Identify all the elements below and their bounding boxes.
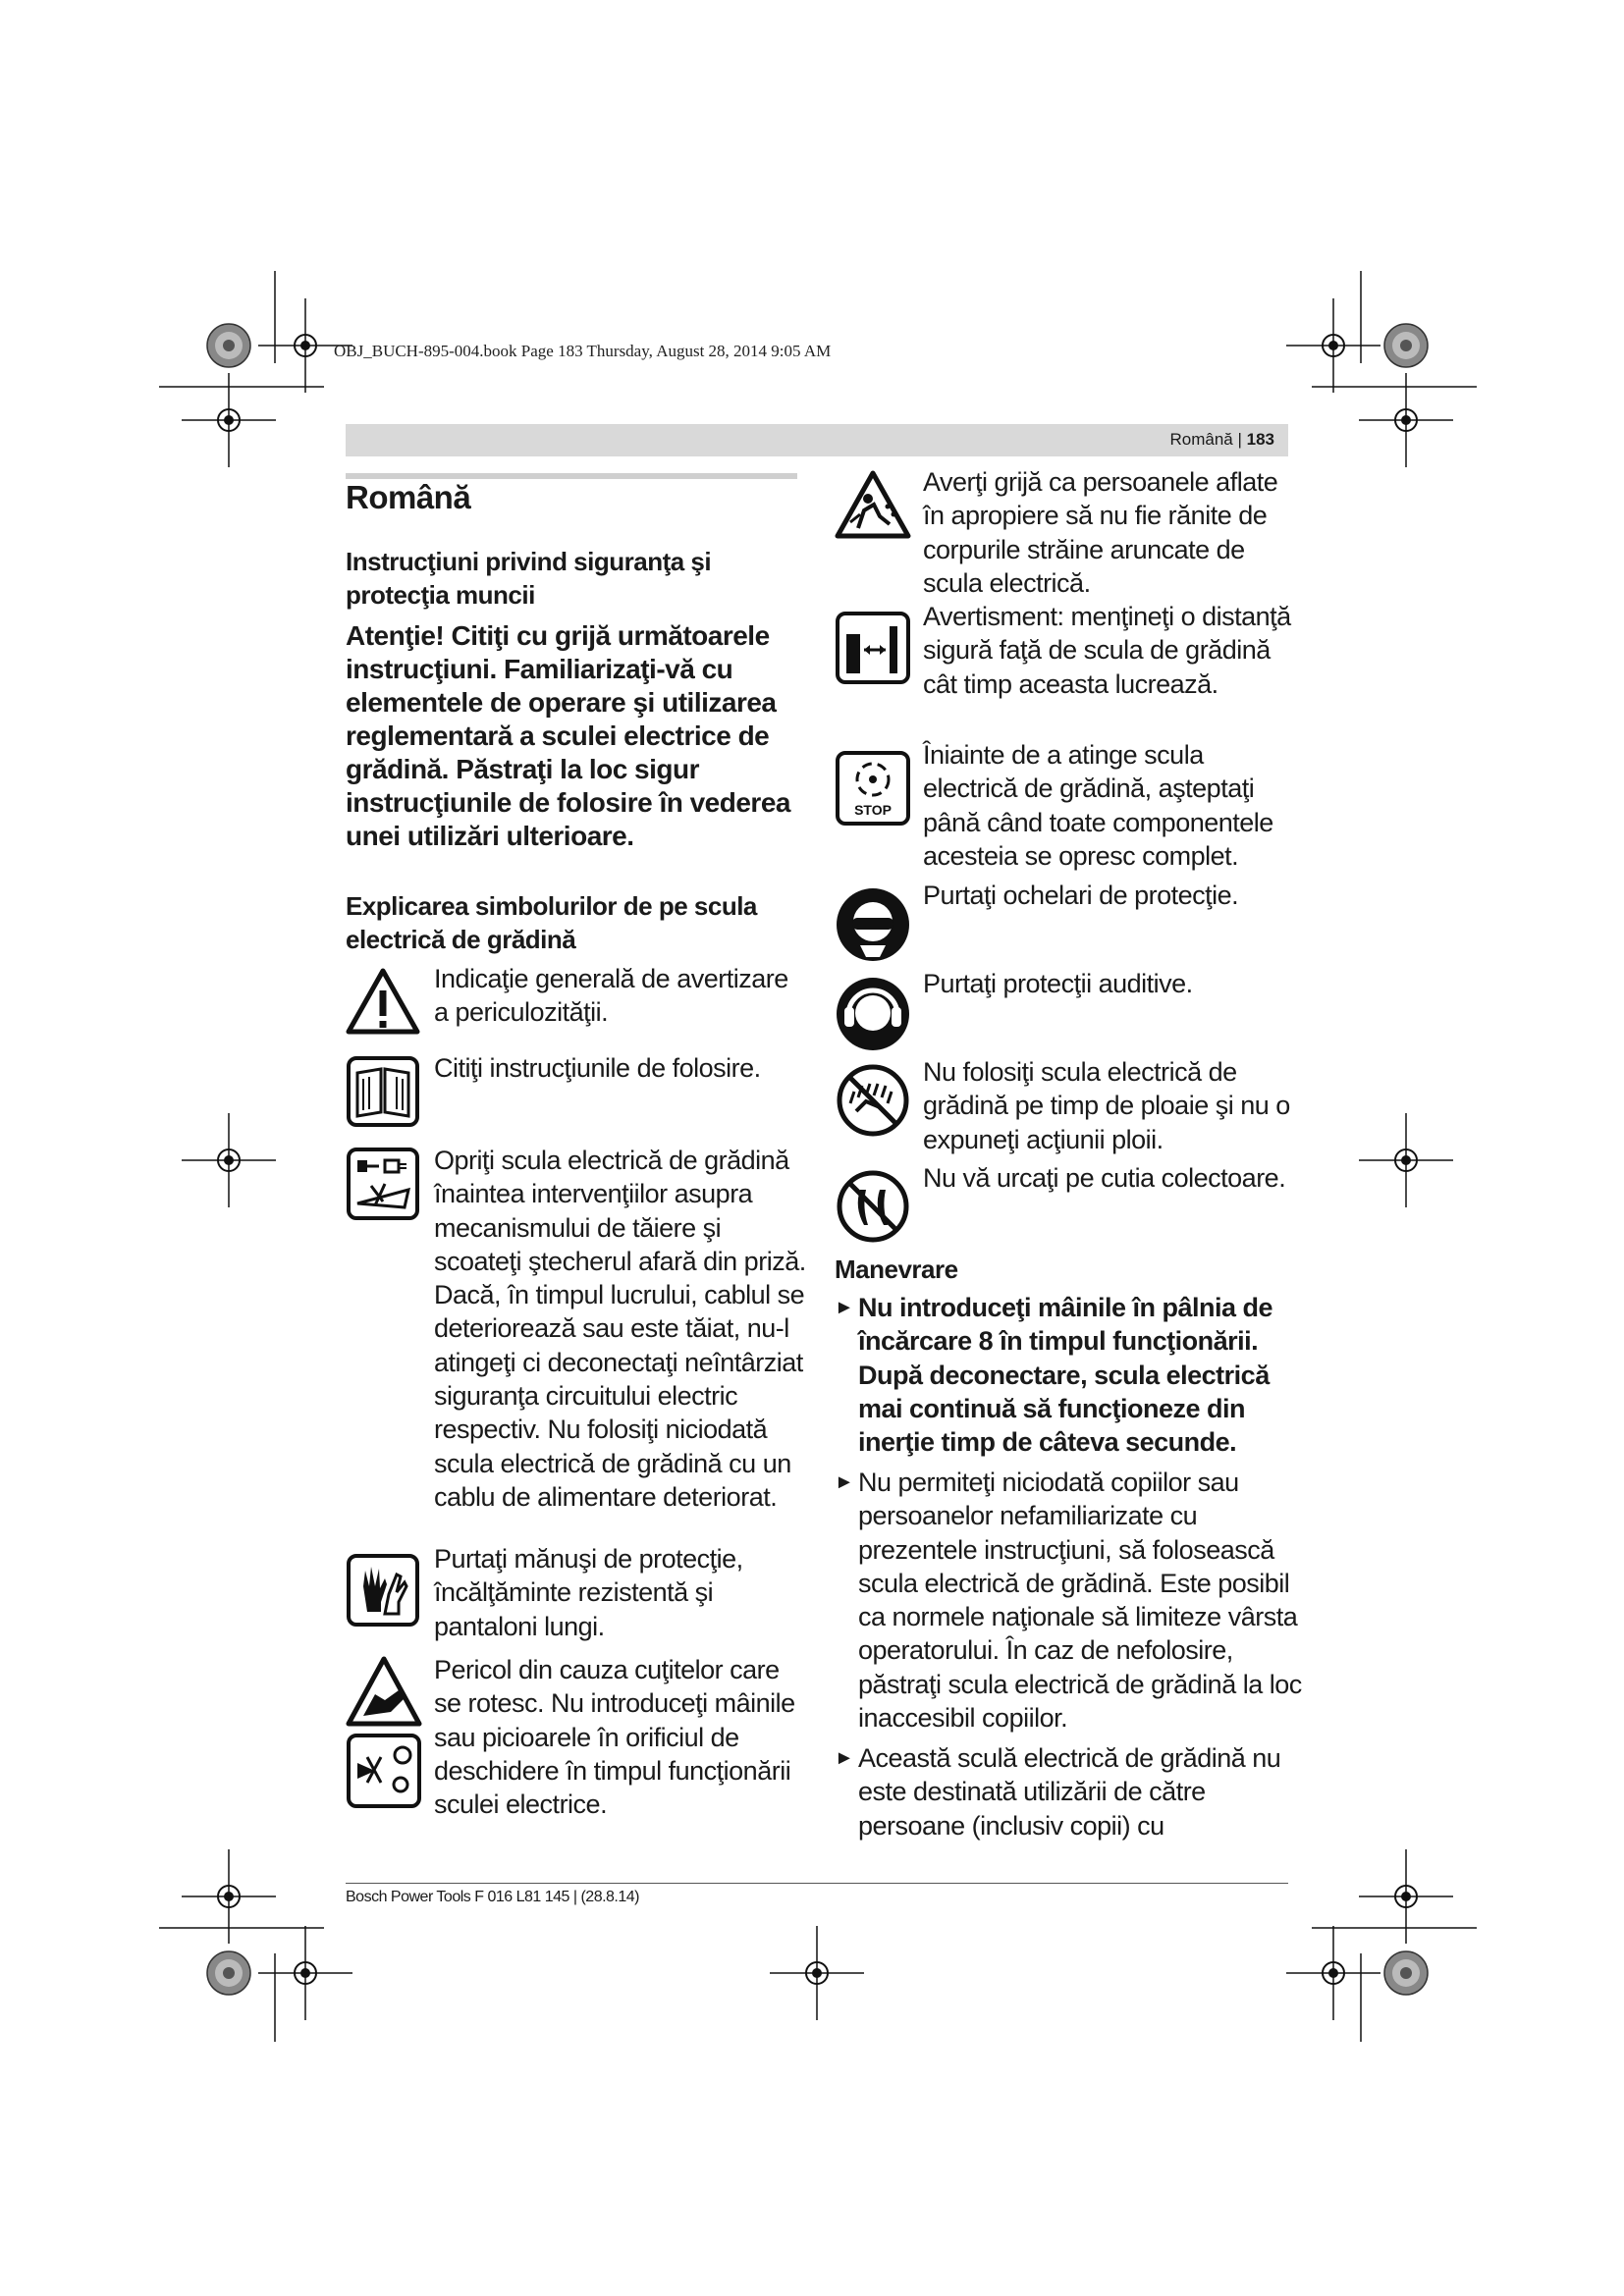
svg-text:STOP: STOP [854, 802, 892, 818]
print-info-line: OBJ_BUCH-895-004.book Page 183 Thursday, August 28, 2014 9:05 AM [334, 342, 832, 360]
symbol-text-distance: Avertisment: menţineţi o distanţă sigură faţă de scula de grădină cât timp aceasta lucrează. [923, 602, 1291, 699]
unplug-cable-icon [346, 1147, 420, 1226]
handling-heading: Manevrare [835, 1255, 958, 1284]
header-separator: | [1237, 430, 1242, 449]
symbol-text-debris: Averţi grijă ca persoanele aflate în apropiere să nu fie rănite de corpurile străine aruncate de scula electrică. [923, 467, 1278, 598]
warning-triangle-icon [346, 967, 420, 1041]
bullet-arrow-icon: ► [835, 1747, 854, 1769]
symbol-text-stop: Îniainte de a atinge scula electrică de grădină, aşteptaţi până când toate componentele acesteia se opresc complet. [923, 740, 1273, 871]
bullet-item [835, 1466, 1312, 1735]
symbol-text-warning: Indicaţie generală de avertizare a periculozităţii. [434, 964, 788, 1028]
bullet-arrow-icon: ► [835, 1297, 854, 1318]
symbol-text-unplug: Opriţi scula electrică de grădină înaintea intervenţiilor asupra mecanismului de tăiere şi scoateţi ştecherul afară din priză. Dacă, în timpul lucrului, cablul se deteriorează sau este tăiat, nu-l atingeţi ci deconectaţi neîntârziat siguranţa circuitului electric respectiv. Nu folosiţi niciodată scula electrică de grădină cu un cablu de alimentare deteriorat. [434, 1146, 806, 1512]
symbol-text-gloves: Purtaţi mănuşi de protecţie, încălţăminte rezistentă şi pantaloni lungi. [434, 1544, 743, 1641]
bullet-item [835, 1291, 1312, 1459]
bullet-item [835, 1741, 1312, 1842]
page-header-bar [346, 424, 1288, 456]
no-climbing-icon [835, 1168, 911, 1250]
safety-glasses-icon [835, 886, 911, 968]
bullet-text: Nu permiteţi niciodată copiilor sau persoanelor nefamiliarizate cu prezentele instrucţiuni, să folosească scula electrică de grădină. Este posibil ca normele naţionale să limiteze vârsta operatorului. În caz de nefolosire, păstraţi scula electrică de grădină la loc inaccesibil copiilor. [858, 1468, 1302, 1734]
safety-heading: Instrucţiuni privind siguranţa şi protecţia muncii [346, 547, 712, 610]
symbol-text-climbing: Nu vă urcaţi pe cutia colectoare. [923, 1163, 1286, 1193]
language-title: Română [346, 479, 471, 515]
manual-book-icon [346, 1055, 420, 1133]
page-number: 183 [1246, 430, 1274, 449]
symbol-text-manual: Citiţi instrucţiunile de folosire. [434, 1053, 761, 1083]
page-header [1169, 430, 1274, 450]
symbol-text-ear: Purtaţi protecţii auditive. [923, 969, 1193, 998]
footer-rule [346, 1883, 1288, 1884]
bullet-text: Nu introduceţi mâinile în pâlnia de încărcare 8 în timpul funcţionării. După deconectare, scula electrică mai continuă să funcţioneze din inerţie timp de câteva secunde. [858, 1293, 1273, 1458]
ear-protection-icon [835, 976, 911, 1057]
warning-paragraph: Atenţie! Citiţi cu grijă următoarele instrucţiuni. Familiarizaţi-vă cu elementele de operare şi utilizarea reglementară a sculei electrice de grădină. Păstraţi la loc sigur instrucţiunile de folosire în vederea unei utilizări ulterioare. [346, 620, 790, 851]
bullet-text: Această sculă electrică de grădină nu este destinată utilizării de către persoane (inclusiv copii) cu [858, 1743, 1281, 1841]
flying-debris-icon [835, 469, 911, 545]
symbol-text-rain: Nu folosiţi scula electrică de grădină pe timp de ploaie şi nu o expuneţi acţiunii ploii. [923, 1057, 1290, 1154]
symbols-heading: Explicarea simbolurilor de pe scula electrică de grădină [346, 891, 757, 954]
safe-distance-icon [835, 611, 911, 690]
header-section: Română [1169, 430, 1233, 449]
page-footer: Bosch Power Tools F 016 L81 145 | (28.8.14) [346, 1889, 639, 1905]
symbol-text-blades: Pericol din cauza cuţitelor care se rotesc. Nu introduceţi mâinile sau picioarele în orificiul de deschidere în timpul funcţionării sculei electrice. [434, 1655, 795, 1820]
symbol-text-glasses: Purtaţi ochelari de protecţie. [923, 881, 1239, 910]
gloves-icon [346, 1553, 420, 1632]
stop-wait-icon [835, 750, 911, 831]
no-rain-icon [835, 1062, 911, 1144]
rotating-blades-icon [346, 1655, 422, 1815]
bullet-arrow-icon: ► [835, 1471, 854, 1493]
